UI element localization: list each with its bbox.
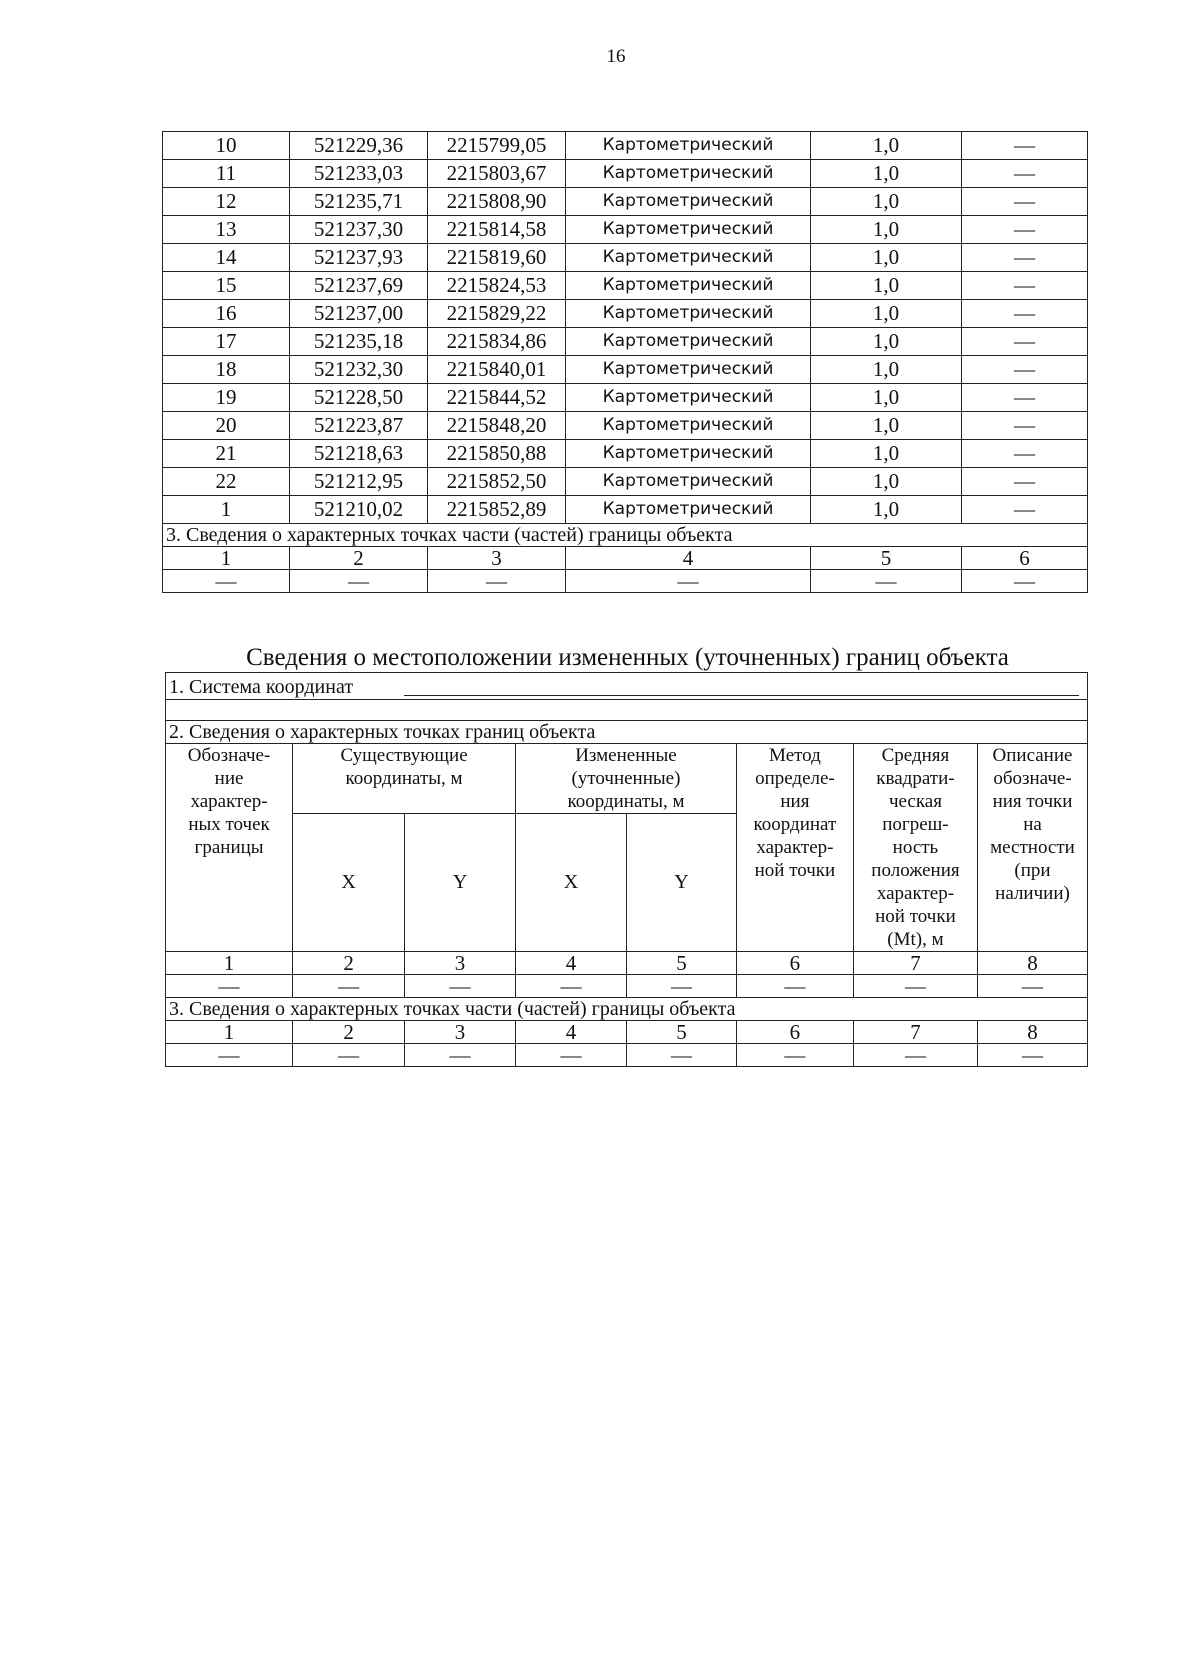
- header-designation: [166, 744, 293, 952]
- column-number-cell: 4: [566, 547, 811, 570]
- empty-cell: —: [428, 570, 566, 593]
- y-coord-cell: 2215808,90: [428, 188, 566, 216]
- empty-data-row: [163, 570, 1088, 593]
- table-row: [163, 300, 1088, 328]
- table-row: [163, 384, 1088, 412]
- point-number-cell: 15: [163, 272, 290, 300]
- y-coord-cell: 2215829,22: [428, 300, 566, 328]
- header-method: [736, 744, 853, 952]
- column-number-cell: 6: [736, 1021, 853, 1044]
- empty-cell: —: [516, 975, 627, 998]
- header-existing-coords: [293, 744, 516, 814]
- method-cell: Картометрический: [566, 244, 811, 272]
- table-row: [163, 412, 1088, 440]
- accuracy-cell: 1,0: [811, 188, 962, 216]
- method-cell: Картометрический: [566, 440, 811, 468]
- empty-cell: —: [626, 1044, 736, 1067]
- header-changed-coords: [516, 744, 737, 814]
- blank-row: [166, 700, 1088, 721]
- table-row: [163, 328, 1088, 356]
- accuracy-cell: 1,0: [811, 440, 962, 468]
- header-row: [166, 744, 1088, 814]
- point-number-cell: 20: [163, 412, 290, 440]
- description-cell: —: [962, 496, 1088, 524]
- table-row: [163, 440, 1088, 468]
- description-cell: —: [962, 132, 1088, 160]
- column-number-cell: 3: [428, 547, 566, 570]
- point-number-cell: 1: [163, 496, 290, 524]
- method-cell: Картометрический: [566, 216, 811, 244]
- method-cell: Картометрический: [566, 328, 811, 356]
- empty-cell: —: [853, 1044, 977, 1067]
- accuracy-cell: 1,0: [811, 468, 962, 496]
- description-cell: —: [962, 468, 1088, 496]
- point-number-cell: 19: [163, 384, 290, 412]
- empty-cell: —: [977, 975, 1087, 998]
- empty-cell: —: [293, 1044, 405, 1067]
- column-number-cell: 2: [293, 952, 405, 975]
- boundary-points-table: [162, 131, 1088, 593]
- method-cell: Картометрический: [566, 188, 811, 216]
- empty-cell: —: [405, 975, 516, 998]
- y-coord-cell: 2215844,52: [428, 384, 566, 412]
- column-numbers-row: [163, 547, 1088, 570]
- column-number-cell: 5: [626, 1021, 736, 1044]
- x-coord-cell: 521235,71: [290, 188, 428, 216]
- empty-cell: —: [962, 570, 1088, 593]
- column-number-cell: 8: [977, 952, 1087, 975]
- column-number-cell: 7: [853, 952, 977, 975]
- empty-cell: —: [626, 975, 736, 998]
- header-error: [853, 744, 977, 952]
- description-cell: —: [962, 384, 1088, 412]
- section3-label: 3. Сведения о характерных точках части (частей) границы объекта: [166, 998, 1088, 1021]
- empty-data-row-2: [166, 1044, 1088, 1067]
- description-cell: —: [962, 244, 1088, 272]
- table-row: [163, 244, 1088, 272]
- point-number-cell: 21: [163, 440, 290, 468]
- accuracy-cell: 1,0: [811, 132, 962, 160]
- description-cell: —: [962, 412, 1088, 440]
- empty-cell: —: [736, 975, 853, 998]
- header-text: Обозначе- ние характер- ных точек границы: [187, 745, 271, 858]
- empty-cell: —: [166, 975, 293, 998]
- y-coord-cell: 2215852,89: [428, 496, 566, 524]
- empty-cell: —: [166, 1044, 293, 1067]
- section3-label: 3. Сведения о характерных точках части (частей) границы объекта: [163, 524, 1088, 547]
- point-number-cell: 17: [163, 328, 290, 356]
- description-cell: —: [962, 216, 1088, 244]
- point-number-cell: 16: [163, 300, 290, 328]
- point-number-cell: 14: [163, 244, 290, 272]
- x-coord-cell: 521237,30: [290, 216, 428, 244]
- empty-data-row: [166, 975, 1088, 998]
- method-cell: Картометрический: [566, 496, 811, 524]
- column-number-cell: 2: [293, 1021, 405, 1044]
- header-text: Описание обозначе- ния точки на местности (при наличии): [990, 745, 1075, 904]
- x-coord-cell: 521210,02: [290, 496, 428, 524]
- point-number-cell: 10: [163, 132, 290, 160]
- empty-cell: —: [566, 570, 811, 593]
- y-coord-cell: 2215834,86: [428, 328, 566, 356]
- description-cell: —: [962, 160, 1088, 188]
- column-number-cell: 8: [977, 1021, 1087, 1044]
- x-coord-cell: 521229,36: [290, 132, 428, 160]
- y-coord-cell: 2215819,60: [428, 244, 566, 272]
- empty-cell: —: [405, 1044, 516, 1067]
- coord-system-fill-line: [404, 695, 1079, 696]
- column-number-cell: 7: [853, 1021, 977, 1044]
- y-coord-cell: 2215850,88: [428, 440, 566, 468]
- point-number-cell: 12: [163, 188, 290, 216]
- method-cell: Картометрический: [566, 300, 811, 328]
- x-coord-cell: 521212,95: [290, 468, 428, 496]
- header-text: Метод определе- ния координат характер- ной точки: [753, 745, 837, 881]
- existing-y-label: Y: [405, 814, 516, 952]
- description-cell: —: [962, 188, 1088, 216]
- table-row: [163, 160, 1088, 188]
- y-coord-cell: 2215848,20: [428, 412, 566, 440]
- coord-system-label: 1. Система координат: [169, 676, 354, 698]
- accuracy-cell: 1,0: [811, 384, 962, 412]
- point-number-cell: 11: [163, 160, 290, 188]
- table-row: [163, 356, 1088, 384]
- x-coord-cell: 521235,18: [290, 328, 428, 356]
- point-number-cell: 13: [163, 216, 290, 244]
- changed-boundaries-table: [165, 672, 1088, 1067]
- method-cell: Картометрический: [566, 160, 811, 188]
- changed-x-label: X: [516, 814, 627, 952]
- x-coord-cell: 521233,03: [290, 160, 428, 188]
- x-coord-cell: 521237,00: [290, 300, 428, 328]
- point-number-cell: 22: [163, 468, 290, 496]
- y-coord-cell: 2215824,53: [428, 272, 566, 300]
- section2-row: [166, 721, 1088, 744]
- empty-cell: —: [516, 1044, 627, 1067]
- section3-row: [163, 524, 1088, 547]
- accuracy-cell: 1,0: [811, 160, 962, 188]
- column-numbers-row: [166, 952, 1088, 975]
- table-row: [163, 216, 1088, 244]
- accuracy-cell: 1,0: [811, 412, 962, 440]
- x-coord-cell: 521232,30: [290, 356, 428, 384]
- existing-x-label: X: [293, 814, 405, 952]
- column-number-cell: 1: [166, 1021, 293, 1044]
- column-number-cell: 5: [811, 547, 962, 570]
- section-title: Сведения о местоположении измененных (уточненных) границ объекта: [246, 644, 1009, 671]
- column-number-cell: 6: [962, 547, 1088, 570]
- accuracy-cell: 1,0: [811, 244, 962, 272]
- table-row: [163, 188, 1088, 216]
- accuracy-cell: 1,0: [811, 216, 962, 244]
- column-number-cell: 4: [516, 952, 627, 975]
- empty-cell: —: [293, 975, 405, 998]
- table-row: [163, 496, 1088, 524]
- x-coord-cell: 521223,87: [290, 412, 428, 440]
- method-cell: Картометрический: [566, 272, 811, 300]
- table-row: [163, 132, 1088, 160]
- empty-cell: —: [977, 1044, 1087, 1067]
- column-number-cell: 2: [290, 547, 428, 570]
- boundary-points-table-body: [163, 132, 1088, 593]
- header-text: Средняя квадрати- ческая погреш- ность положения характер- ной точки (Mt), м: [871, 745, 960, 950]
- column-number-cell: 1: [166, 952, 293, 975]
- section2-label: 2. Сведения о характерных точках границ объекта: [166, 721, 1088, 744]
- y-coord-cell: 2215814,58: [428, 216, 566, 244]
- y-coord-cell: 2215799,05: [428, 132, 566, 160]
- accuracy-cell: 1,0: [811, 272, 962, 300]
- x-coord-cell: 521228,50: [290, 384, 428, 412]
- accuracy-cell: 1,0: [811, 328, 962, 356]
- column-numbers-row-2: [166, 1021, 1088, 1044]
- header-text: Существующие координаты, м: [340, 745, 468, 789]
- empty-cell: —: [736, 1044, 853, 1067]
- point-number-cell: 18: [163, 356, 290, 384]
- column-number-cell: 3: [405, 1021, 516, 1044]
- coord-system-row: [166, 673, 1088, 700]
- y-coord-cell: 2215852,50: [428, 468, 566, 496]
- x-coord-cell: 521237,69: [290, 272, 428, 300]
- accuracy-cell: 1,0: [811, 300, 962, 328]
- empty-cell: —: [853, 975, 977, 998]
- column-number-cell: 3: [405, 952, 516, 975]
- changed-y-label: Y: [626, 814, 736, 952]
- section3-row: [166, 998, 1088, 1021]
- method-cell: Картометрический: [566, 384, 811, 412]
- column-number-cell: 4: [516, 1021, 627, 1044]
- y-coord-cell: 2215840,01: [428, 356, 566, 384]
- description-cell: —: [962, 328, 1088, 356]
- empty-cell: —: [290, 570, 428, 593]
- column-number-cell: 6: [736, 952, 853, 975]
- header-text: Измененные (уточненные) координаты, м: [567, 745, 685, 812]
- header-description: [977, 744, 1087, 952]
- x-coord-cell: 521237,93: [290, 244, 428, 272]
- accuracy-cell: 1,0: [811, 496, 962, 524]
- accuracy-cell: 1,0: [811, 356, 962, 384]
- method-cell: Картометрический: [566, 356, 811, 384]
- table-row: [163, 468, 1088, 496]
- table-row: [163, 272, 1088, 300]
- description-cell: —: [962, 272, 1088, 300]
- empty-cell: —: [811, 570, 962, 593]
- method-cell: Картометрический: [566, 132, 811, 160]
- method-cell: Картометрический: [566, 468, 811, 496]
- page-number: 16: [606, 46, 626, 67]
- column-number-cell: 1: [163, 547, 290, 570]
- method-cell: Картометрический: [566, 412, 811, 440]
- x-coord-cell: 521218,63: [290, 440, 428, 468]
- y-coord-cell: 2215803,67: [428, 160, 566, 188]
- description-cell: —: [962, 300, 1088, 328]
- empty-cell: —: [163, 570, 290, 593]
- column-number-cell: 5: [626, 952, 736, 975]
- description-cell: —: [962, 356, 1088, 384]
- description-cell: —: [962, 440, 1088, 468]
